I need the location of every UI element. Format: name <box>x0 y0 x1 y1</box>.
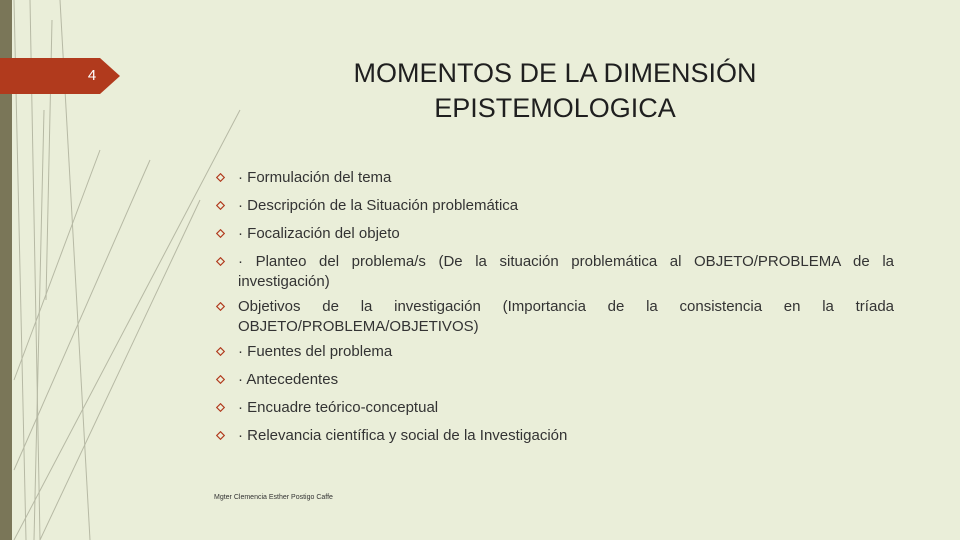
title-line-2: EPISTEMOLOGICA <box>434 93 676 123</box>
list-item <box>214 342 894 362</box>
bullet-text: Objetivos de la investigación (Importancia de la consistencia en la tríada OBJETO/PROBLEMA/OBJETIVOS) <box>238 298 894 335</box>
list-item <box>214 398 894 418</box>
diamond-outline-icon <box>216 347 225 356</box>
bullet-text: · Fuentes del problema <box>238 343 393 360</box>
author-footer: Mgter Clemencia Esther Postigo Caffe <box>214 494 333 501</box>
title-line-1: MOMENTOS DE LA DIMENSIÓN <box>353 58 757 88</box>
bullet-text: · Formulación del tema <box>238 169 392 186</box>
diamond-outline-icon <box>216 229 225 238</box>
bullet-text: · Antecedentes <box>238 371 339 388</box>
bullet-text: · Planteo del problema/s (De la situación problemática al OBJETO/PROBLEMA de la investigación) <box>238 253 894 290</box>
list-item <box>214 168 894 188</box>
list-item <box>214 370 894 390</box>
diamond-outline-icon <box>216 201 225 210</box>
bullet-text: · Relevancia científica y social de la Investigación <box>238 427 568 444</box>
diamond-outline-icon <box>216 302 225 311</box>
diamond-outline-icon <box>216 375 225 384</box>
list-item <box>214 252 894 292</box>
diamond-outline-icon <box>216 431 225 440</box>
bullet-text: · Descripción de la Situación problemática <box>238 197 519 214</box>
diamond-outline-icon <box>216 173 225 182</box>
bullet-text: · Encuadre teórico-conceptual <box>238 399 439 416</box>
bullet-text: · Focalización del objeto <box>238 225 400 242</box>
diamond-outline-icon <box>216 403 225 412</box>
slide-number: 4 <box>87 67 97 84</box>
list-item <box>214 196 894 216</box>
diamond-outline-icon <box>216 257 225 266</box>
slide-title <box>250 56 860 126</box>
list-item <box>214 297 894 337</box>
bullet-list <box>214 168 894 454</box>
list-item <box>214 224 894 244</box>
list-item <box>214 426 894 446</box>
